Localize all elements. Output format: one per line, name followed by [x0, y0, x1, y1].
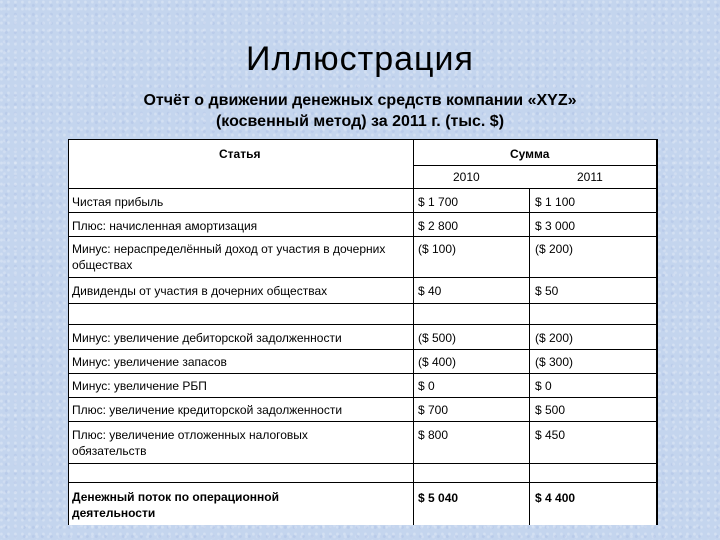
row-value-2010: $ 800: [418, 428, 449, 442]
total-value-2010: $ 5 040: [418, 491, 459, 505]
row-value-2010: ($ 400): [418, 355, 457, 369]
header-item: Статья: [219, 147, 261, 161]
row-line: [69, 236, 656, 237]
row-label: Дивиденды от участия в дочерних обществах: [72, 284, 328, 298]
row-value-2010: $ 0: [418, 379, 435, 393]
row-label: Чистая прибыль: [72, 195, 164, 209]
row-value-2011: $ 450: [535, 428, 566, 442]
row-line: [69, 482, 656, 483]
row-value-2011: $ 0: [535, 379, 552, 393]
row-label: Минус: увеличение дебиторской задолженности: [72, 331, 342, 345]
col-divider-amount: [413, 140, 414, 525]
row-value-2011: ($ 200): [535, 331, 574, 345]
header-bottom-line: [69, 188, 656, 189]
row-value-2011: $ 50: [535, 284, 559, 298]
row-line: [69, 421, 656, 422]
row-line: [69, 324, 656, 325]
total-value-2011: $ 4 400: [535, 491, 576, 505]
row-value-2011: $ 1 100: [535, 195, 576, 209]
row-value-2010: $ 700: [418, 403, 449, 417]
row-value-2010: $ 40: [418, 284, 442, 298]
slide-title: Иллюстрация: [246, 40, 474, 78]
row-label: Плюс: начисленная амортизация: [72, 219, 258, 233]
header-divider-amount: [413, 165, 656, 166]
total-label: Денежный поток по операционной деятельности: [72, 490, 279, 520]
cash-flow-table: [68, 139, 658, 525]
row-line: [69, 397, 656, 398]
row-label: Плюс: увеличение отложенных налоговых обязательств: [72, 428, 308, 458]
row-line: [69, 277, 656, 278]
row-value-2010: ($ 100): [418, 242, 457, 256]
report-title-line1: Отчёт о движении денежных средств компании «XYZ»: [143, 92, 577, 109]
row-label: Минус: увеличение запасов: [72, 355, 227, 369]
row-value-2011: ($ 200): [535, 242, 574, 256]
row-line: [69, 303, 656, 304]
row-value-2010: $ 2 800: [418, 219, 459, 233]
row-value-2011: $ 500: [535, 403, 566, 417]
row-value-2010: $ 1 700: [418, 195, 459, 209]
row-line: [69, 463, 656, 464]
row-value-2011: $ 3 000: [535, 219, 576, 233]
row-label: Плюс: увеличение кредиторской задолженности: [72, 403, 343, 417]
row-value-2011: ($ 300): [535, 355, 574, 369]
row-value-2010: ($ 500): [418, 331, 457, 345]
row-label: Минус: увеличение РБП: [72, 379, 207, 393]
col-divider-years: [529, 188, 530, 525]
header-year-2010: 2010: [453, 170, 480, 184]
header-amount: Сумма: [510, 147, 550, 161]
report-title-line2: (косвенный метод) за 2011 г. (тыс. $): [215, 113, 505, 130]
row-line: [69, 349, 656, 350]
row-line: [69, 373, 656, 374]
row-label: Минус: нераспределённый доход от участия в дочерних обществах: [72, 242, 386, 272]
header-year-2011: 2011: [577, 170, 603, 184]
report-title: [60, 90, 660, 132]
row-line: [69, 212, 656, 213]
